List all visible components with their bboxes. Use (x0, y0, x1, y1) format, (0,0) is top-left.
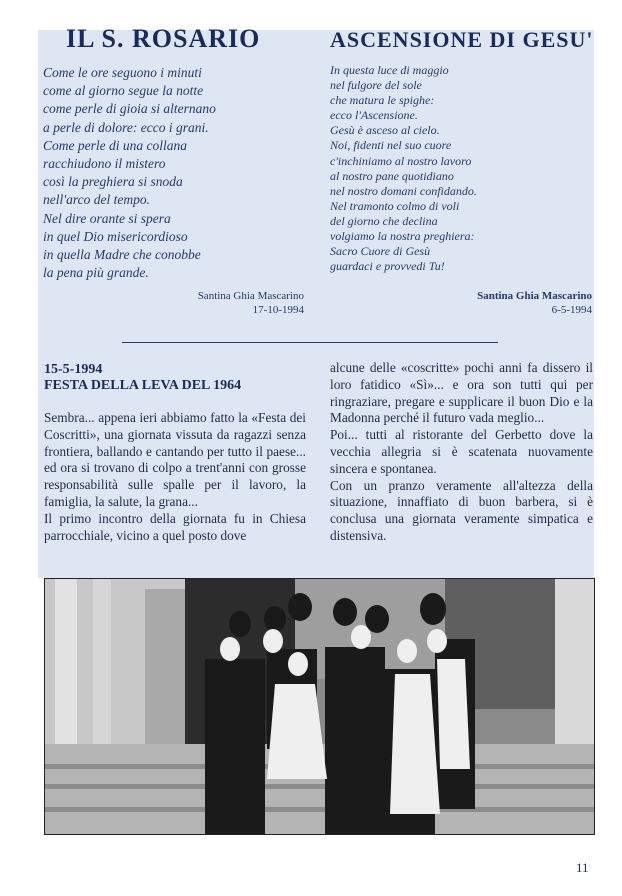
poem-line: Sacro Cuore di Gesù (330, 244, 431, 259)
page-number: 11 (576, 860, 589, 875)
poem-line: nell'arco del tempo. (43, 192, 150, 208)
poem-line: Gesù è asceso al cielo. (330, 123, 440, 138)
article-paragraph: Il primo incontro della giornata fu in Chiesa parrocchiale, vicino a quel posto dove (44, 510, 306, 543)
poem-line: come al giorno segue la notte (43, 83, 204, 99)
article-paragraph: Con un pranzo veramente all'altezza della situazione, innaffiato di buon barbera, si è conclusa una giornata veramente simpatica e distensiva. (330, 477, 593, 543)
article-title: FESTA DELLA LEVA DEL 1964 (44, 378, 242, 393)
poem-line: in quel Dio misericordioso (43, 228, 188, 244)
left-poem-author: Santina Ghia Mascarino (197, 290, 304, 302)
right-poem (330, 63, 477, 274)
poem-line: volgiamo la nostra preghiera: (330, 229, 475, 244)
poem-line: In questa luce di maggio (330, 63, 449, 77)
left-poem-title: IL S. ROSARIO (66, 24, 261, 53)
poem-line: nel nostro domani confidando. (330, 183, 477, 198)
poem-line: Nel dire orante si spera (43, 210, 171, 226)
right-poem-signature (477, 289, 592, 317)
poem-line: a perle di dolore: ecco i grani. (43, 119, 209, 135)
left-poem-date: 17-10-1994 (252, 304, 304, 316)
poem-line: Come le ore seguono i minuti (43, 65, 202, 80)
right-poem-date: 6-5-1994 (551, 304, 592, 316)
article-date: 15-5-1994 (44, 362, 103, 377)
article-paragraph: alcune delle «coscritte» pochi anni fa dissero il loro fatidico «Sì»... e ora son tutti qui per ringraziare, pregare e supplicare il buon Dio e la Madonna perché il futuro vada meglio... (330, 360, 593, 426)
article-column-left (44, 410, 306, 544)
poem-line: Nel tramonto colmo di voli (330, 198, 460, 213)
left-poem (43, 64, 216, 282)
poem-line: come perle di gioia si alternano (43, 101, 216, 117)
poem-line: che matura le spighe: (330, 93, 435, 108)
poem-line: al nostro pane quotidiano (330, 168, 454, 183)
poem-line: ecco l'Ascensione. (330, 108, 418, 123)
poem-line: nel fulgore del sole (330, 78, 422, 93)
right-poem-author: Santina Ghia Mascarino (477, 290, 592, 302)
left-poem-signature (198, 289, 304, 317)
poem-line: racchiudono il mistero (43, 156, 166, 172)
group-photo (44, 578, 595, 835)
poem-line: così la preghiera si snoda (43, 174, 183, 190)
poem-line: la pena più grande. (43, 265, 149, 281)
section-divider (122, 342, 498, 343)
right-poem-title: ASCENSIONE DI GESU' (330, 27, 594, 52)
article-column-right (330, 360, 593, 545)
poem-line: Come perle di una collana (43, 137, 187, 153)
poem-line: in quella Madre che conobbe (43, 247, 201, 263)
poem-line: guardaci e provvedi Tu! (330, 259, 445, 274)
article-paragraph: Sembra... appena ieri abbiamo fatto la «Festa dei Coscritti», una giornata vissuta da ragazzi senza frontiera, ballando e cantando per tutto il paese... ed ora si trovano di colpo a trent'anni con grosse responsabilità sulle spalle per il lavoro, la famiglia, la salute, la grana... (44, 410, 306, 509)
article-paragraph: Poi... tutti al ristorante del Gerbetto dove la vecchia allegria si è scatenata nuovamente sincera e spontanea. (330, 427, 593, 476)
poem-line: Noi, fidenti nel suo cuore (330, 138, 452, 153)
poem-line: c'inchiniamo al nostro lavoro (330, 153, 472, 168)
poem-line: del giorno che declina (330, 213, 438, 228)
